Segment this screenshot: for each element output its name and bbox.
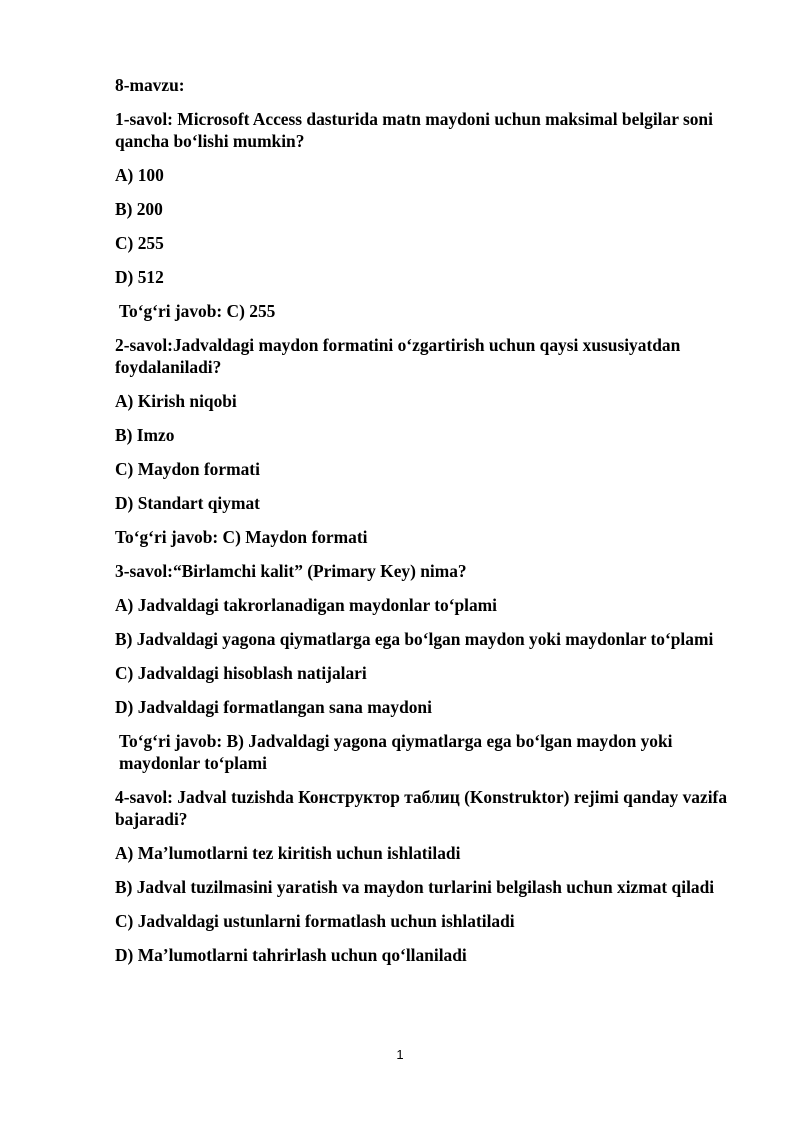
question-2-option-b: B) Imzo [115, 425, 175, 445]
question-1-answer: To‘g‘ri javob: C) 255 [119, 301, 276, 321]
topic-heading: 8-mavzu: [115, 75, 185, 95]
question-4-option-b: B) Jadval tuzilmasini yaratish va maydon turlarini belgilash uchun xizmat qiladi [115, 877, 715, 897]
question-1-option-b: B) 200 [115, 199, 163, 219]
question-2-option-d: D) Standart qiymat [115, 493, 260, 513]
question-1-text: 1-savol: Microsoft Access dasturida matn maydoni uchun maksimal belgilar soni qancha bo‘lishi mumkin? [115, 109, 713, 151]
question-2-option-a: A) Kirish niqobi [115, 391, 237, 411]
question-3-option-a: A) Jadvaldagi takrorlanadigan maydonlar to‘plami [115, 595, 497, 615]
question-3-text: 3-savol:“Birlamchi kalit” (Primary Key) nima? [115, 561, 467, 581]
question-3-option-d: D) Jadvaldagi formatlangan sana maydoni [115, 697, 432, 717]
question-4-option-a: A) Ma’lumotlarni tez kiritish uchun ishlatiladi [115, 843, 461, 863]
question-3-option-b: B) Jadvaldagi yagona qiymatlarga ega bo‘lgan maydon yoki maydonlar to‘plami [115, 629, 714, 649]
document-content [115, 74, 735, 978]
page-number: 1 [396, 1047, 404, 1062]
question-1-option-a: A) 100 [115, 165, 164, 185]
question-1-option-c: C) 255 [115, 233, 164, 253]
question-3-answer: To‘g‘ri javob: B) Jadvaldagi yagona qiymatlarga ega bo‘lgan maydon yoki maydonlar to‘plami [119, 731, 673, 773]
question-2-option-c: C) Maydon formati [115, 459, 260, 479]
question-4-option-d: D) Ma’lumotlarni tahrirlash uchun qo‘llaniladi [115, 945, 467, 965]
question-2-answer: To‘g‘ri javob: C) Maydon formati [115, 527, 368, 547]
question-1-option-d: D) 512 [115, 267, 164, 287]
question-4-text: 4-savol: Jadval tuzishda Конструктор таблиц (Konstruktor) rejimi qanday vazifa bajaradi? [115, 787, 728, 829]
question-4-option-c: C) Jadvaldagi ustunlarni formatlash uchun ishlatiladi [115, 911, 515, 931]
question-2-text: 2-savol:Jadvaldagi maydon formatini o‘zgartirish uchun qaysi xususiyatdan foydalaniladi? [115, 335, 681, 377]
question-3-option-c: C) Jadvaldagi hisoblash natijalari [115, 663, 367, 683]
